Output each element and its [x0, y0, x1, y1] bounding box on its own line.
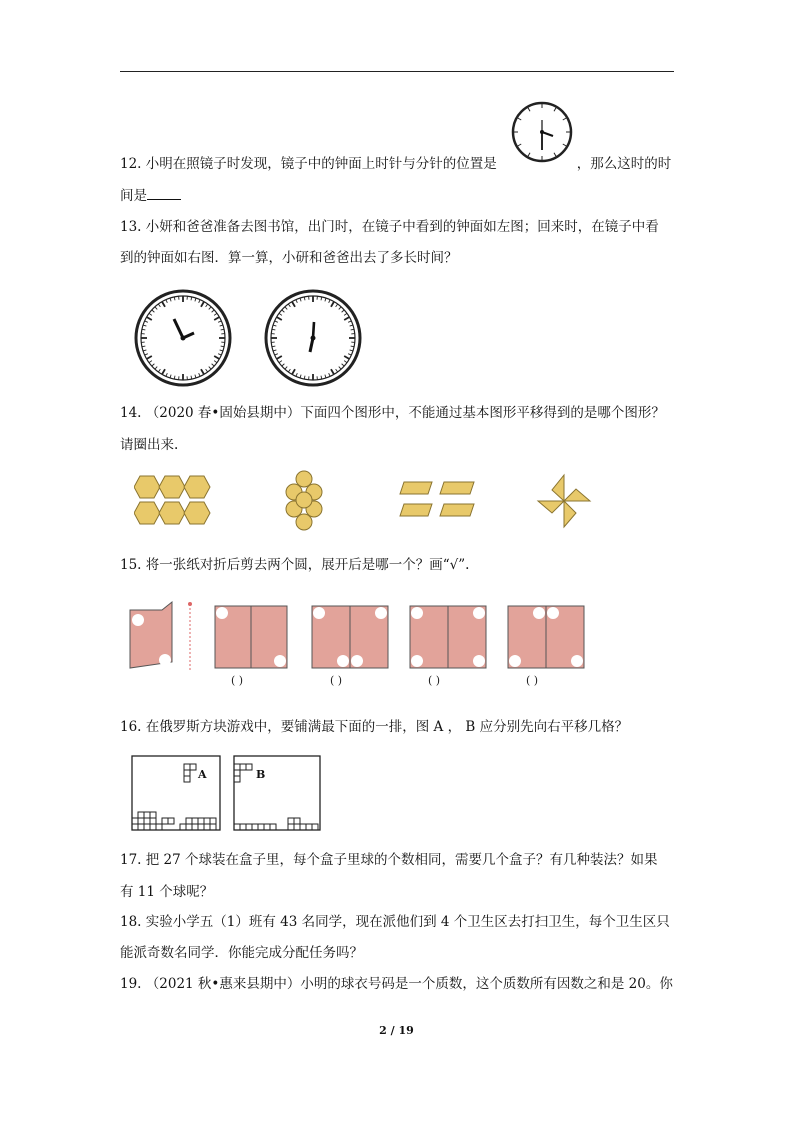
q18-line2: 能派奇数名同学．你能完成分配任务吗？ — [120, 945, 363, 961]
q12-line1: 12. 小明在照镜子时发现，镜子中的钟面上时针与分针的位置是 ，那么这时的时 — [120, 156, 672, 172]
header-rule — [120, 71, 674, 72]
option-3[interactable] — [410, 606, 486, 668]
q18-line1: 18. 实验小学五（1）班有 43 名同学，现在派他们到 4 个卫生区去打扫卫生，每个卫生区只 — [120, 914, 670, 930]
circle-flower[interactable] — [282, 470, 326, 532]
pinwheel[interactable] — [532, 470, 596, 532]
q14-line1: 14. （2020 春•固始县期中）下面四个图形中，不能通过基本图形平移得到的是哪个图形？ — [120, 405, 665, 421]
option-1[interactable] — [215, 606, 287, 668]
paper-cut-figure — [120, 598, 592, 690]
q17-line1: 17. 把 27 个球装在盒子里，每个盒子里球的个数相同，需要几个盒子？有几种装法？如果 — [120, 852, 658, 868]
answer-paren-2[interactable]: ( ) — [330, 674, 343, 687]
q13-line1: 13. 小妍和爸爸准备去图书馆，出门时，在镜子中看到的钟面如左图；回来时，在镜子中看 — [120, 219, 659, 235]
answer-paren-4[interactable]: ( ) — [526, 674, 539, 687]
option-2[interactable] — [312, 606, 388, 668]
q13-line2: 到的钟面如右图．算一算，小研和爸爸出去了多长时间？ — [120, 250, 458, 266]
answer-paren-3[interactable]: ( ) — [428, 674, 441, 687]
page-number: 2 / 19 — [379, 1024, 414, 1037]
q15-line1: 15. 将一张纸对折后剪去两个圆，展开后是哪一个？画“√”. — [120, 557, 470, 573]
clock-left-q13 — [132, 288, 234, 388]
option-4[interactable] — [508, 606, 584, 668]
parallelogram-group[interactable] — [398, 480, 478, 522]
label-b: B — [256, 768, 266, 781]
clock-right-q13 — [262, 288, 364, 388]
q12-line2: 间是 — [120, 187, 181, 205]
q16-line1: 16. 在俄罗斯方块游戏中，要铺满最下面的一排，图 A ， B 应分别先向右平移几格？ — [120, 719, 629, 735]
q19-line1: 19. （2021 秋•惠来县期中）小明的球衣号码是一个质数，这个质数所有因数之和是 20。你 — [120, 976, 673, 992]
q14-line2: 请圈出来. — [120, 437, 179, 453]
tetris-figure — [128, 754, 324, 834]
answer-blank[interactable] — [147, 187, 181, 200]
label-a: A — [198, 768, 207, 781]
q17-line2: 有 11 个球呢？ — [120, 884, 214, 900]
hexagon-group[interactable] — [134, 474, 216, 528]
answer-paren-1[interactable]: ( ) — [231, 674, 244, 687]
